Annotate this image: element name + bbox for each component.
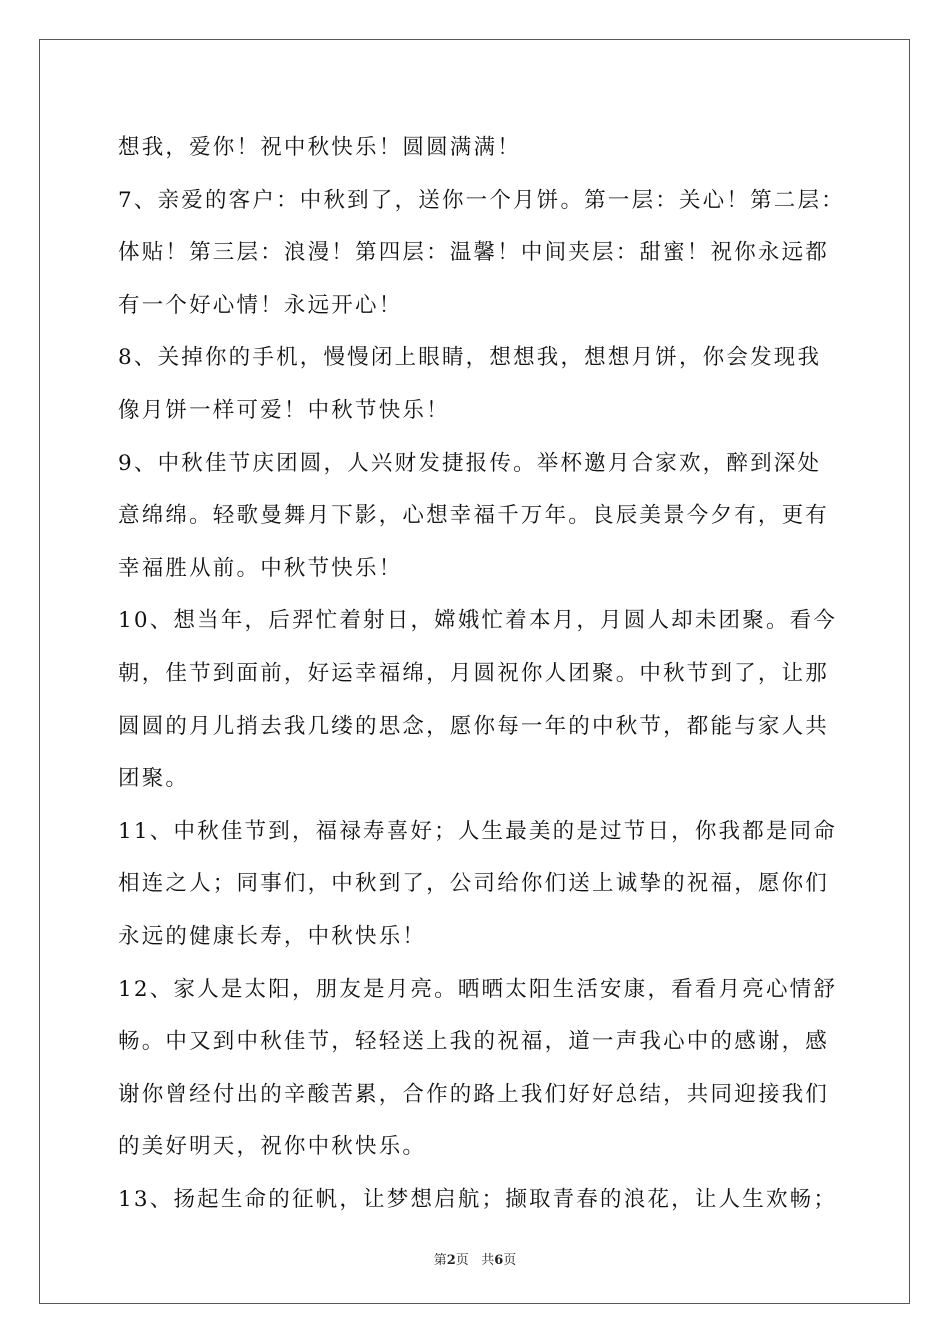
- text-line: 12、家人是太阳，朋友是月亮。晒晒太阳生活安康，看看月亮心情舒: [118, 976, 838, 1002]
- current-page-number: 2: [446, 1253, 456, 1268]
- text-line: 11、中秋佳节到，福禄寿喜好；人生最美的是过节日，你我都是同命: [118, 818, 838, 844]
- total-page-number: 6: [494, 1253, 504, 1268]
- page-footer: [0, 1249, 950, 1268]
- text-line: 圆圆的月儿捎去我几缕的思念，愿你每一年的中秋节，都能与家人共: [118, 713, 830, 739]
- text-line: 的美好明天，祝你中秋快乐。: [118, 1134, 427, 1160]
- document-body: [118, 128, 845, 1232]
- total-prefix: 共: [481, 1253, 495, 1268]
- text-line: 想我，爱你！祝中秋快乐！圆圆满满！: [118, 135, 521, 160]
- text-line: 体贴！第三层：浪漫！第四层：温馨！中间夹层：甜蜜！祝你永远都: [118, 240, 830, 266]
- text-line: 朝，佳节到面前，好运幸福绵，月圆祝你人团聚。中秋节到了，让那: [118, 660, 830, 686]
- text-line: 有一个好心情！永远开心！: [118, 292, 403, 318]
- total-suffix: 页: [503, 1253, 517, 1268]
- page-prefix: 第: [433, 1253, 447, 1268]
- text-line: 幸福胜从前。中秋节快乐！: [118, 555, 403, 581]
- page-suffix: 页: [455, 1253, 469, 1268]
- text-line: 13、扬起生命的征帆，让梦想启航；撷取青春的浪花，让人生欢畅；: [118, 1186, 838, 1212]
- text-line: 7、亲爱的客户：中秋到了，送你一个月饼。第一层：关心！第二层：: [118, 187, 845, 213]
- text-line: 畅。中又到中秋佳节，轻轻送上我的祝福，道一声我心中的感谢，感: [118, 1029, 830, 1055]
- text-line: 像月饼一样可爱！中秋节快乐！: [118, 397, 450, 423]
- text-line: 团聚。: [118, 766, 190, 792]
- text-line: 8、关掉你的手机，慢慢闭上眼睛，想想我，想想月饼，你会发现我: [118, 345, 822, 371]
- text-line: 9、中秋佳节庆团圆，人兴财发捷报传。举杯邀月合家欢，醉到深处: [118, 450, 822, 476]
- text-line: 相连之人；同事们，中秋到了，公司给你们送上诚挚的祝福，愿你们: [118, 871, 830, 897]
- text-line: 10、想当年，后羿忙着射日，嫦娥忙着本月，月圆人却未团聚。看今: [118, 608, 838, 634]
- text-line: 谢你曾经付出的辛酸苦累，合作的路上我们好好总结，共同迎接我们: [118, 1081, 830, 1107]
- text-line: 意绵绵。轻歌曼舞月下影，心想幸福千万年。良辰美景今夕有，更有: [118, 503, 830, 529]
- text-line: 永远的健康长寿，中秋快乐！: [118, 923, 427, 949]
